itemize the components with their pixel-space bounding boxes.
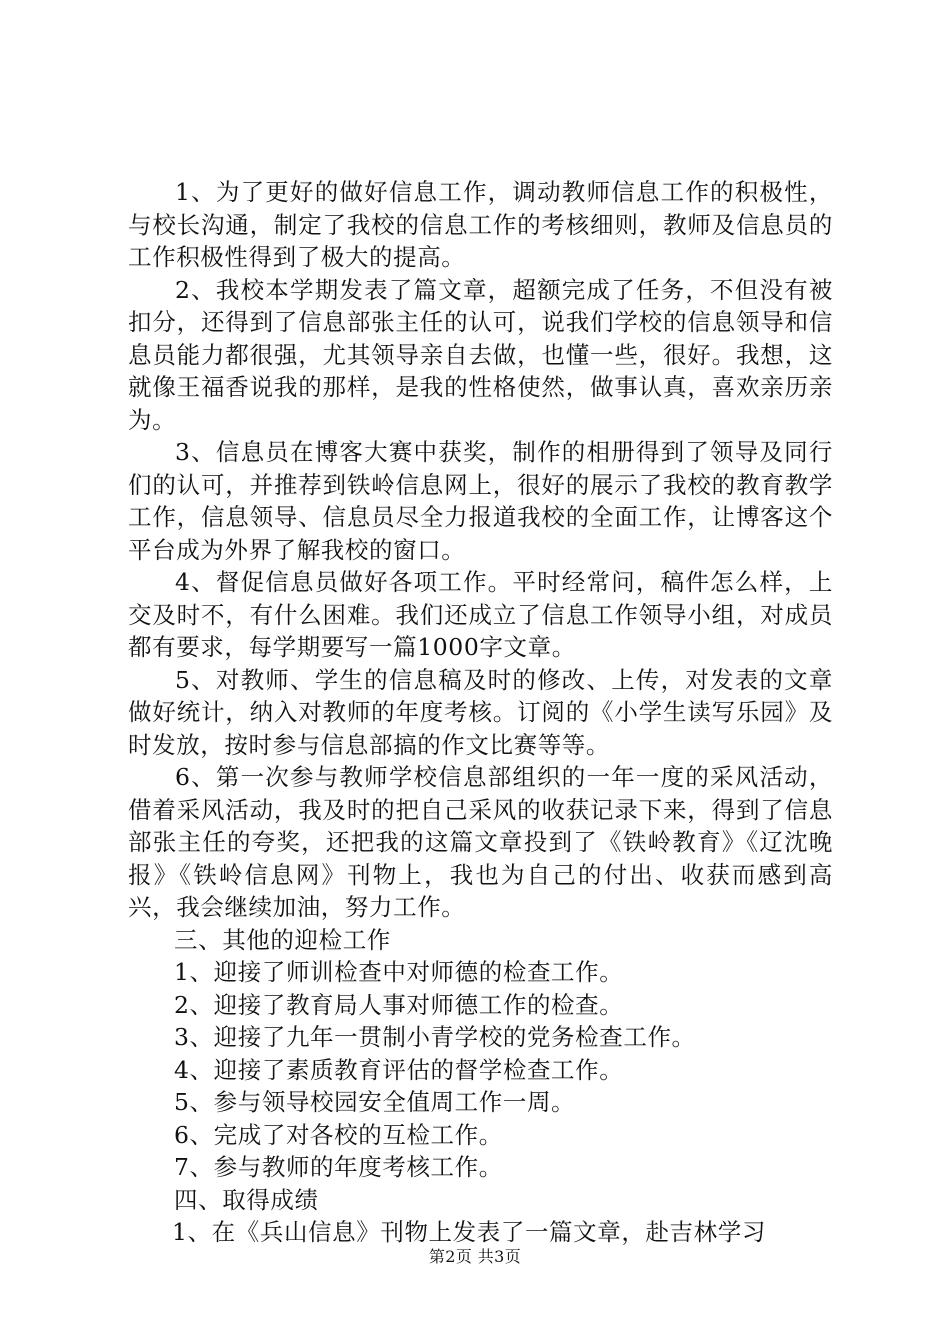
document-body <box>128 176 833 1249</box>
list-item: 4、迎接了素质教育评估的督学检查工作。 <box>174 1055 624 1084</box>
page-footer: 第2页 共3页 <box>428 1247 522 1266</box>
list-item: 7、参与教师的年度考核工作。 <box>174 1153 503 1181</box>
paragraph-1: 1、为了更好的做好信息工作，调动教师信息工作的积极性，与校长沟通，制定了我校的信息工作的考核细则，教师及信息员的工作积极性得到了极大的提高。 <box>128 178 833 271</box>
list-item: 5、参与领导校园安全值周工作一周。 <box>174 1088 576 1116</box>
paragraph-3: 3、信息员在博客大赛中获奖，制作的相册得到了领导及同行们的认可，并推荐到铁岭信息网上，很好的展示了我校的教育教学工作，信息领导、信息员尽全力报道我校的全面工作，让博客这个平台成为外界了解我校的窗口。 <box>128 438 833 564</box>
section-heading-inspection: 三、其他的迎检工作 <box>174 925 391 954</box>
list-item: 6、完成了对各校的互检工作。 <box>174 1120 503 1149</box>
list-item: 2、迎接了教育局人事对师德工作的检查。 <box>174 990 624 1019</box>
paragraph-2: 2、我校本学期发表了篇文章，超额完成了任务，不但没有被扣分，还得到了信息部张主任的认可，说我们学校的信息领导和信息员能力都很强，尤其领导亲自去做，也懂一些，很好。我想，这就像王福香说我的那样，是我的性格使然，做事认真，喜欢亲历亲为。 <box>128 275 833 434</box>
list-item: 3、迎接了九年一贯制小青学校的党务检查工作。 <box>174 1023 696 1051</box>
section-heading-achievements: 四、取得成绩 <box>174 1185 319 1214</box>
list-item: 1、在《兵山信息》刊物上发表了一篇文章，赴吉林学习 <box>172 1218 766 1246</box>
paragraph-6: 6、第一次参与教师学校信息部组织的一年一度的采风活动，借着采风活动，我及时的把自己采风的收获记录下来，得到了信息部张主任的夸奖，还把我的这篇文章投到了《铁岭教育》《辽沈晚报》《铁岭信息网》刊物上，我也为自己的付出、收获而感到高兴，我会继续加油，努力工作。 <box>128 763 833 921</box>
list-item: 1、迎接了师训检查中对师德的检查工作。 <box>174 958 624 986</box>
paragraph-4: 4、督促信息员做好各项工作。平时经常问，稿件怎么样，上交及时不，有什么困难。我们还成立了信息工作领导小组，对成员都有要求，每学期要写一篇1000字文章。 <box>128 568 833 661</box>
paragraph-5: 5、对教师、学生的信息稿及时的修改、上传，对发表的文章做好统计，纳入对教师的年度考核。订阅的《小学生读写乐园》及时发放，按时参与信息部搞的作文比赛等等。 <box>128 665 833 759</box>
